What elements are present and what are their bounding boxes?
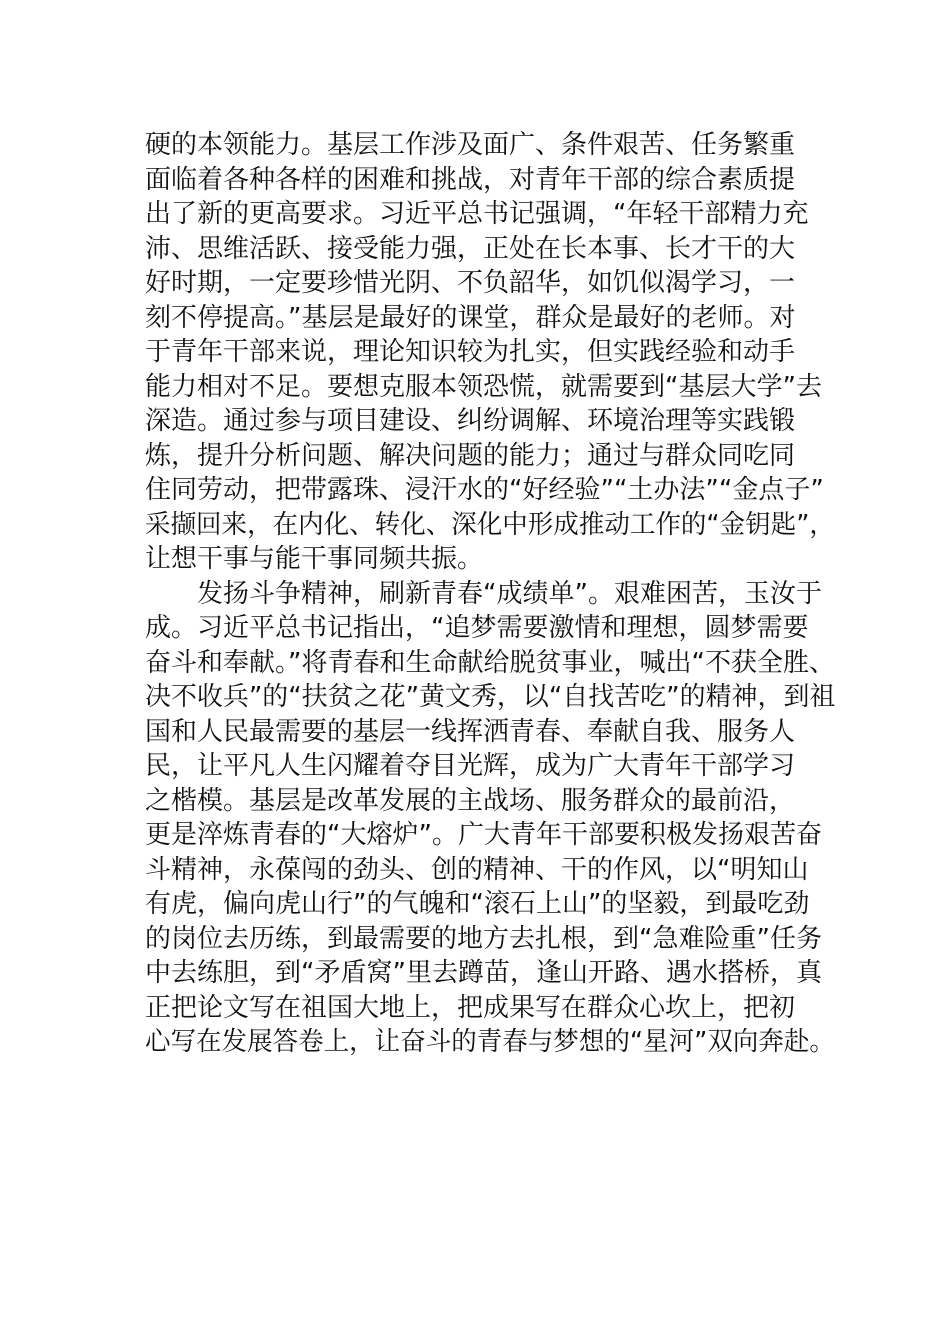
text-line: 能力相对不足。要想克服本领恐慌，就需要到“基层大学”去 <box>145 371 822 402</box>
text-line: 炼，提升分析问题、解决问题的能力；通过与群众同吃同 <box>145 440 796 471</box>
text-line: 中去练胆，到“矛盾窝”里去蹲苗，逢山开路、遇水搭桥，真 <box>145 958 822 988</box>
text-line: 的岗位去历练，到最需要的地方去扎根，到“急难险重”任务 <box>145 923 822 954</box>
text-line: 有虎，偏向虎山行”的气魄和“滚石上山”的坚毅，到最吃劲 <box>145 889 810 919</box>
text-line: 正把论文写在祖国大地上，把成果写在群众心坎上，把初 <box>145 992 796 1023</box>
text-line: 民，让平凡人生闪耀着夺目光辉，成为广大青年干部学习 <box>145 751 796 781</box>
text-line: 之楷模。基层是改革发展的主战场、服务群众的最前沿， <box>145 785 796 816</box>
text-line: 斗精神，永葆闯的劲头、创的精神、干的作风，以“明知山 <box>145 854 809 885</box>
text-line: 采撷回来，在内化、转化、深化中形成推动工作的“金钥匙”， <box>145 509 835 540</box>
text-line: 决不收兵”的“扶贫之花”黄文秀，以“自找苦吃”的精神，到祖 <box>145 682 836 712</box>
paragraph-1 <box>145 128 835 577</box>
text-line: 成。习近平总书记指出，“追梦需要激情和理想，圆梦需要 <box>145 613 809 643</box>
text-line: 让想干事与能干事同频共振。 <box>145 544 484 574</box>
text-line: 硬的本领能力。基层工作涉及面广、条件艰苦、任务繁重 <box>145 130 796 160</box>
text-line: 国和人民最需要的基层一线挥洒青春、奉献自我、服务人 <box>145 716 796 747</box>
text-line: 好时期，一定要珍惜光阴、不负韶华，如饥似渴学习，一 <box>145 268 796 298</box>
text-line: 沛、思维活跃、接受能力强，正处在长本事、长才干的大 <box>145 233 796 264</box>
text-line: 面临着各种各样的困难和挑战，对青年干部的综合素质提 <box>145 164 796 195</box>
text-line-first-indented: 发扬斗争精神，刷新青春“成绩单”。艰难困苦，玉汝于 <box>197 578 822 609</box>
document-body <box>145 128 835 1060</box>
text-line: 心写在发展答卷上，让奋斗的青春与梦想的“星河”双向奔赴。 <box>145 1027 835 1057</box>
text-line: 住同劳动，把带露珠、浸汗水的“好经验”“土办法”“金点子” <box>145 475 824 505</box>
text-line: 刻不停提高。”基层是最好的课堂，群众是最好的老师。对 <box>145 302 796 333</box>
text-line: 于青年干部来说，理论知识较为扎实，但实践经验和动手 <box>145 337 796 367</box>
text-line: 奋斗和奉献。”将青春和生命献给脱贫事业，喊出“不获全胜、 <box>145 647 835 678</box>
text-line: 出了新的更高要求。习近平总书记强调，“年轻干部精力充 <box>145 199 809 229</box>
paragraph-2 <box>145 577 835 1060</box>
text-line: 深造。通过参与项目建设、纠纷调解、环境治理等实践锻 <box>145 406 796 436</box>
text-line: 更是淬炼青春的“大熔炉”。广大青年干部要积极发扬艰苦奋 <box>145 820 822 850</box>
